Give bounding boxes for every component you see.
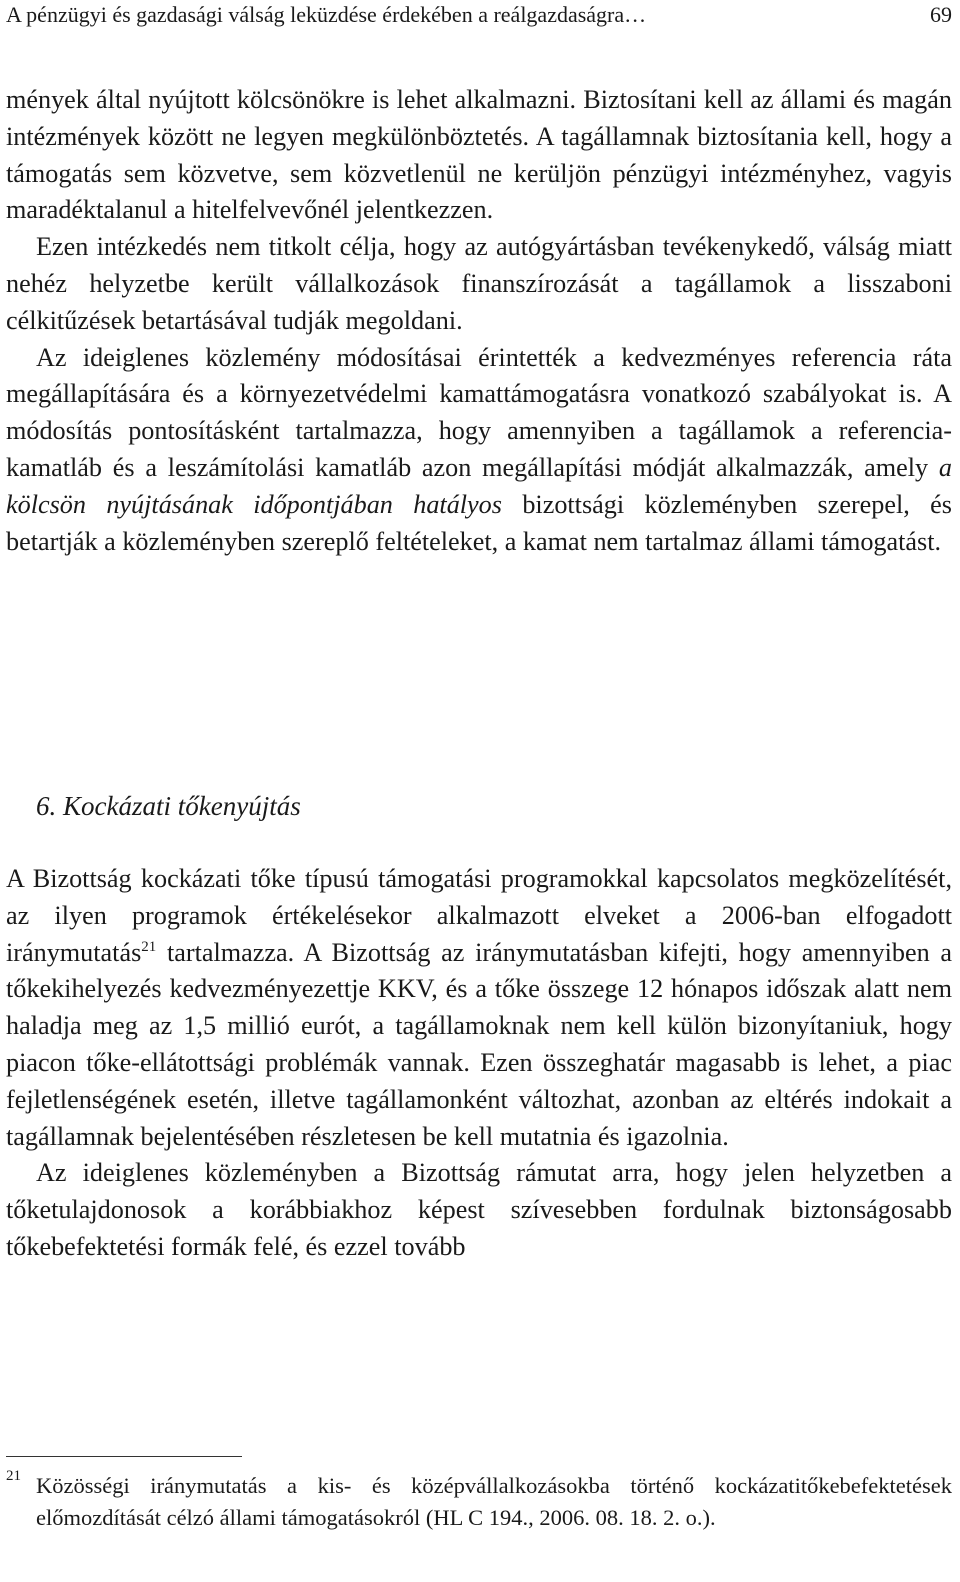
section-text [6,861,952,1266]
page-number: 69 [930,2,952,27]
running-title: A pénzügyi és gazdasági válság leküzdése érdekében a reálgazdaságra… [6,2,647,27]
running-header [6,0,952,30]
footnote-reference: 21 [141,938,157,955]
section-heading: 6. Kockázati tőkenyújtás [36,791,301,821]
section-paragraph-1-text-b: tartalmazza. A Bizottság az iránymutatásban kifejti, hogy amennyiben a tőkekihelyezés kedvezményezettje KKV, és a tőke összege 12 hónapos időszak alatt nem haladja meg az 1,5 millió eurót, a tagállamoknak nem kell külön bizonyítaniuk, hogy piacon tőke-ellátottsági problémák vannak. Ezen összeghatár magasabb is lehet, a piac fejletlenségének esetén, illetve tagállamonként változhat, azonban az eltérés indokait a tagállamnak bejelentésében részletesen be kell mutatnia és igazolnia. [6,937,952,1151]
paragraph-amendments-text-a: Az ideiglenes közlemény módosításai érintették a kedvezményes referencia ráta megállapítására és a környezetvédelmi kamattámogatásra vonatkozó szabályokat is. A módosítás pontosításként tartalmazza, hogy amennyiben a tagállamok a referencia-kamatláb és a leszámítolási kamatláb azon megállapítási módját alkalmazzák, amely [6,342,952,482]
paragraph-amendments [6,340,952,561]
paragraph-amendments-text-b: bizottsági közleményben szerepel, és betartják a közleményben szereplő feltételeket, a kamat nem tartalmaz állami támogatást. [6,489,952,556]
paragraph-continued: mények által nyújtott kölcsönökre is lehet alkalmazni. Biztosítani kell az állami és magán intézmények között ne legyen megkülönböztetés. A tagállamnak biztosítania kell, hogy a támogatás sem közvetve, sem közvetlenül ne kerüljön pénzügyi intézményhez, vagyis maradéktalanul a hitelfelvevőnél jelentkezzen. [6,85,952,225]
footnote-number: 21 [6,1468,21,1484]
paragraph-goal: Ezen intézkedés nem titkolt célja, hogy az autógyártásban tevékenykedő, válság miatt nehéz helyzetbe került vállalkozások finanszírozását a tagállamok a lisszaboni célkitűzések betartásával tudják megoldani. [6,232,952,335]
footnote [6,1470,952,1534]
body-text [6,82,952,560]
footnote-divider [6,1456,242,1457]
section-paragraph-1-text-a: A Bizottság kockázati tőke típusú támogatási programokkal kapcsolatos megközelítését, az ilyen programok értékelésekor alkalmazott elveket a 2006-ban elfogadott iránymutatás [6,864,952,967]
footnote-text: Közösségi iránymutatás a kis- és középvállalkozásokba történő kockázatitőkebefektetések előmozdítását célzó állami támogatásokról (HL C 194., 2006. 08. 18. 2. o.). [36,1473,952,1530]
paragraph-amendments-italic: a kölcsön nyújtásának időpontjában hatályos [6,452,952,519]
section-paragraph-2: Az ideiglenes közleményben a Bizottság rámutat arra, hogy jelen helyzetben a tőketulajdonosok a korábbiakhoz képest szívesebben fordulnak biztonságosabb tőkebefektetési formák felé, és ezzel tovább [6,1158,952,1261]
section-paragraph-1 [6,861,952,1155]
